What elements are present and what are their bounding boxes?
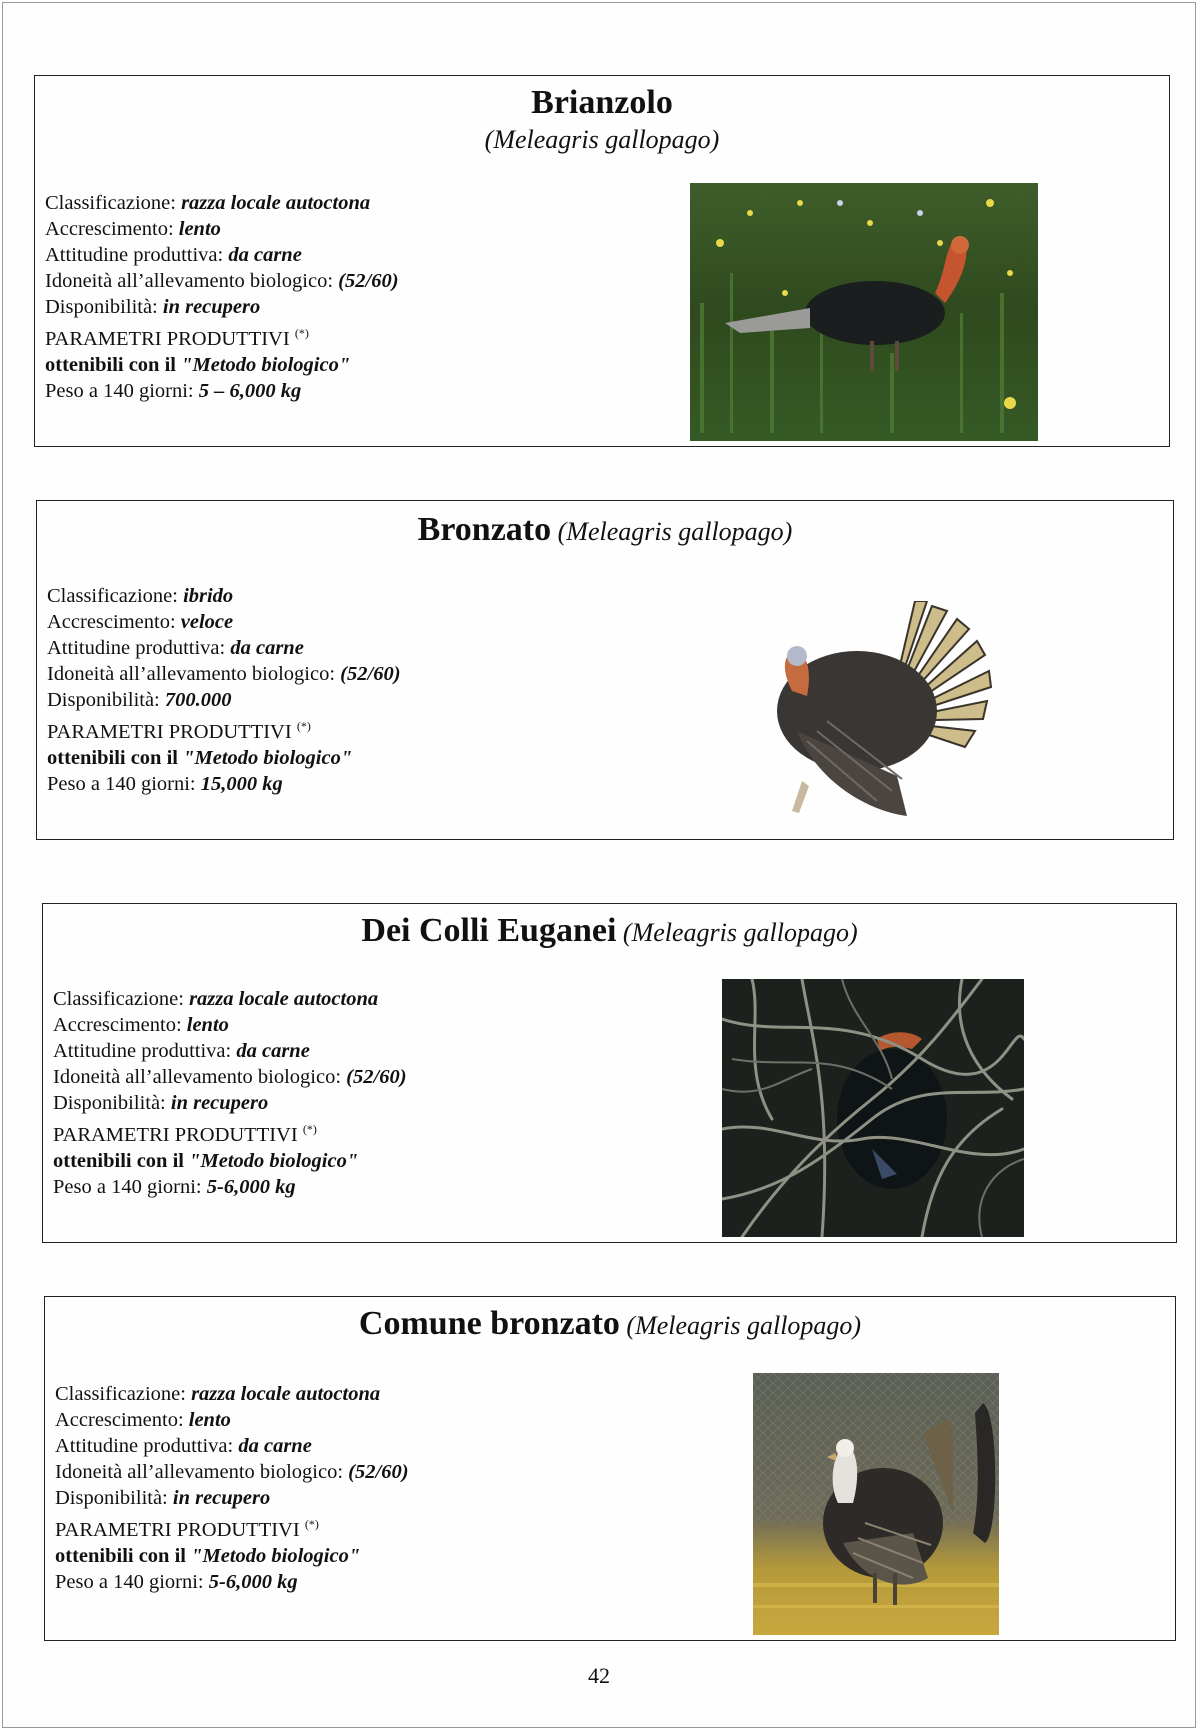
params-row: PARAMETRI PRODUTTIVI (*) — [53, 1122, 317, 1146]
growth-row: Accrescimento: veloce — [47, 611, 234, 633]
bronze-turkey-displaying-photo — [757, 601, 1017, 831]
turkey-in-branches-photo — [722, 979, 1024, 1237]
availability-row: Disponibilità: 700.000 — [47, 689, 232, 711]
page — [2, 2, 1196, 1728]
classification-row: Classificazione: razza locale autoctona — [55, 1383, 381, 1405]
growth-row: Accrescimento: lento — [55, 1409, 231, 1431]
classification-row: Classificazione: ibrido — [47, 585, 234, 607]
params-row: PARAMETRI PRODUTTIVI (*) — [47, 719, 311, 743]
breed-card-brianzolo — [34, 75, 1170, 447]
params-row: PARAMETRI PRODUTTIVI (*) — [45, 326, 309, 350]
breed-info — [45, 190, 399, 404]
scientific-name: (Meleagris gallopago) — [622, 918, 858, 947]
breed-name: Comune bronzato — [358, 1305, 620, 1342]
weight-row: Peso a 140 giorni: 5 – 6,000 kg — [45, 380, 302, 402]
method-row: ottenibili con il "Metodo biologico" — [45, 354, 351, 376]
params-row: PARAMETRI PRODUTTIVI (*) — [55, 1517, 319, 1541]
suitability-row: Idoneità all’allevamento biologico: (52/60) — [53, 1066, 407, 1088]
breed-card-bronzato — [36, 500, 1174, 840]
page-number: 42 — [588, 1663, 610, 1688]
attitude-row: Attitudine produttiva: da carne — [47, 637, 304, 659]
breed-name: Bronzato — [417, 511, 552, 548]
classification-row: Classificazione: razza locale autoctona — [45, 192, 371, 214]
weight-row: Peso a 140 giorni: 5-6,000 kg — [53, 1176, 296, 1198]
breed-info — [53, 986, 407, 1200]
scientific-name: (Meleagris gallopago) — [484, 125, 720, 154]
method-row: ottenibili con il "Metodo biologico" — [55, 1545, 361, 1567]
availability-row: Disponibilità: in recupero — [53, 1092, 269, 1114]
turkeys-in-enclosure-photo — [753, 1373, 999, 1635]
breed-card-colli-euganei — [42, 903, 1177, 1243]
attitude-row: Attitudine produttiva: da carne — [55, 1435, 312, 1457]
growth-row: Accrescimento: lento — [45, 218, 221, 240]
breed-title — [37, 513, 1173, 549]
suitability-row: Idoneità all’allevamento biologico: (52/60) — [47, 663, 401, 685]
availability-row: Disponibilità: in recupero — [45, 296, 261, 318]
classification-row: Classificazione: razza locale autoctona — [53, 988, 379, 1010]
weight-row: Peso a 140 giorni: 15,000 kg — [47, 773, 283, 795]
breed-info — [47, 583, 401, 797]
availability-row: Disponibilità: in recupero — [55, 1487, 271, 1509]
turkey-in-meadow-photo — [690, 183, 1038, 441]
suitability-row: Idoneità all’allevamento biologico: (52/60) — [45, 270, 399, 292]
scientific-name: (Meleagris gallopago) — [626, 1311, 862, 1340]
breed-title — [43, 914, 1176, 950]
breed-card-comune-bronzato — [44, 1296, 1176, 1641]
scientific-name-line — [35, 124, 1169, 156]
breed-title — [35, 86, 1169, 122]
breed-info — [55, 1381, 409, 1595]
growth-row: Accrescimento: lento — [53, 1014, 229, 1036]
weight-row: Peso a 140 giorni: 5-6,000 kg — [55, 1571, 298, 1593]
breed-name: Brianzolo — [531, 84, 673, 121]
scientific-name: (Meleagris gallopago) — [557, 517, 793, 546]
method-row: ottenibili con il "Metodo biologico" — [53, 1150, 359, 1172]
attitude-row: Attitudine produttiva: da carne — [45, 244, 302, 266]
method-row: ottenibili con il "Metodo biologico" — [47, 747, 353, 769]
suitability-row: Idoneità all’allevamento biologico: (52/60) — [55, 1461, 409, 1483]
breed-title — [45, 1307, 1175, 1343]
breed-name: Dei Colli Euganei — [361, 912, 617, 949]
attitude-row: Attitudine produttiva: da carne — [53, 1040, 310, 1062]
